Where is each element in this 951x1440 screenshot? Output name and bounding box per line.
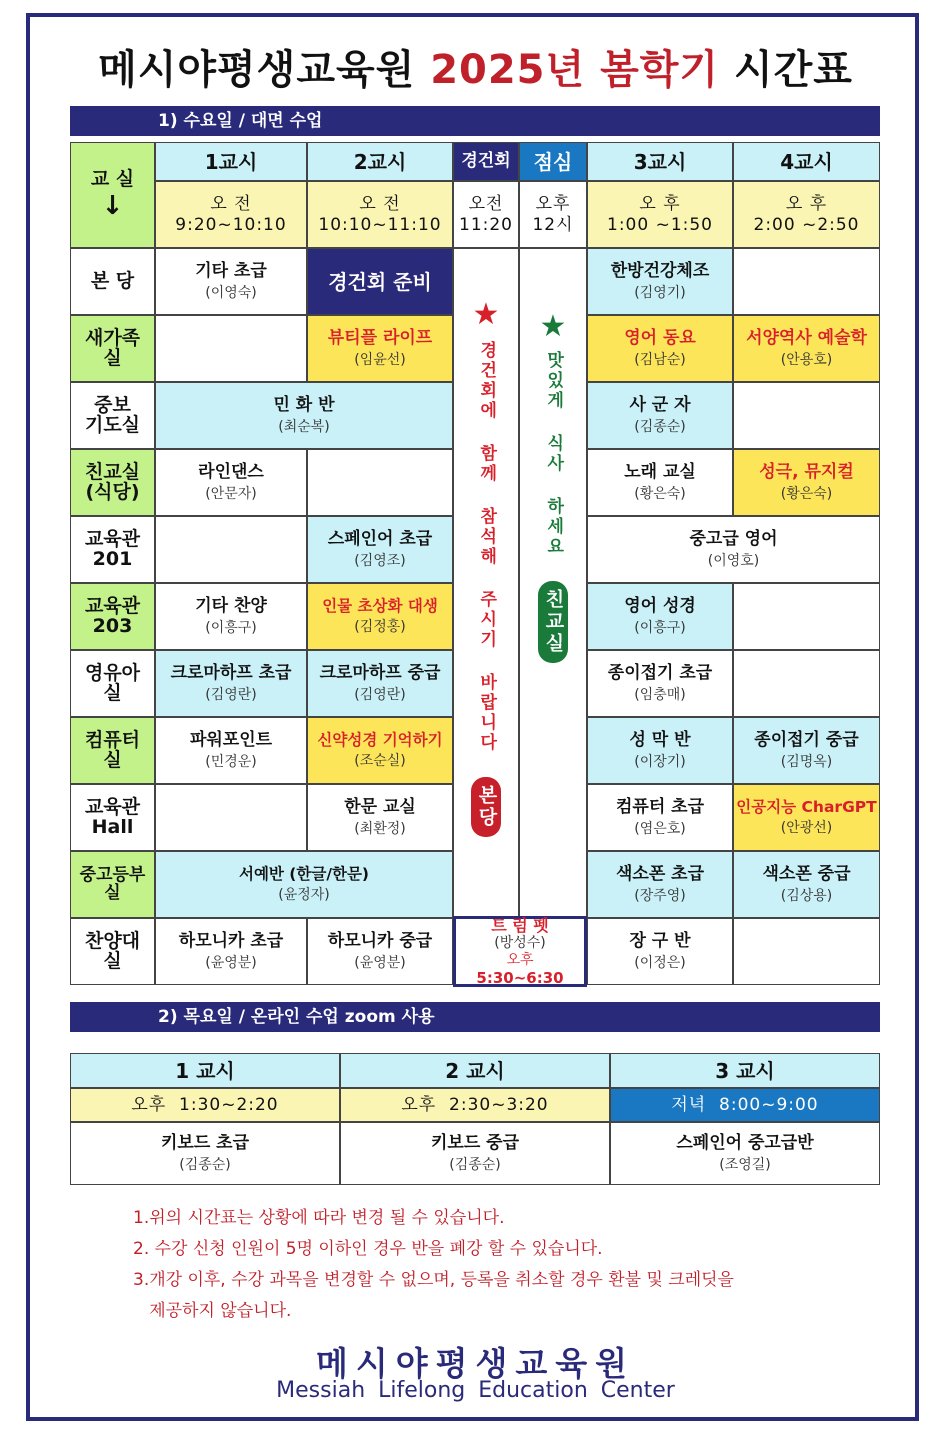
class-name: 색소폰 초급	[615, 864, 705, 885]
room-label	[70, 650, 155, 717]
room-name: 본 당	[90, 269, 135, 292]
room-label	[70, 717, 155, 784]
period-label: 3교시	[633, 149, 687, 174]
class-teacher: (안광선)	[780, 819, 833, 836]
period-ampm: 오 전	[210, 194, 252, 215]
class-teacher: (김영조)	[354, 552, 406, 569]
period-header-lunch	[519, 142, 587, 181]
class-cell	[307, 315, 453, 382]
period-label: 1교시	[204, 149, 258, 174]
empty-cell	[307, 449, 453, 516]
lunch-column	[519, 248, 587, 920]
footer-org-en: Messiah Lifelong Education Center	[276, 1378, 675, 1403]
class-cell	[340, 1122, 610, 1185]
footer-org-ko: 메시야평생교육원	[315, 1344, 636, 1383]
class-teacher: (임충매)	[634, 686, 686, 703]
period-ampm: 오 후	[785, 194, 828, 215]
class-name: 라인댄스	[198, 462, 264, 483]
class-cell	[155, 583, 307, 650]
class-name: 종이접기 중급	[754, 730, 859, 751]
period-ampm: 오후	[535, 194, 571, 215]
class-cell	[587, 583, 733, 650]
class-name: 경건회 준비	[328, 269, 432, 294]
room-name: 중보 기도실	[84, 393, 141, 436]
class-name: 신약성경 기억하기	[317, 731, 443, 750]
class-teacher: (조영길)	[719, 1156, 771, 1173]
class-name: 종이접기 초급	[607, 663, 713, 684]
period-time-p3	[587, 181, 733, 248]
period-time: 2:00 ~2:50	[753, 214, 860, 235]
class-name: 스페인어 중고급반	[676, 1133, 814, 1154]
room-name: 찬양대 실	[84, 929, 141, 972]
class-cell	[587, 516, 880, 583]
class-teacher: (김영란)	[205, 686, 257, 703]
class-name: 크로마하프 초급	[170, 663, 292, 684]
period-time-p4	[733, 181, 880, 248]
class-name: 하모니카 초급	[178, 931, 284, 952]
period-time-text: 오후 2:30~3:20	[401, 1094, 549, 1115]
class-teacher: (안용호)	[780, 351, 833, 368]
class-cell	[155, 851, 453, 918]
period-ampm: 오전	[468, 194, 504, 215]
room-label	[70, 516, 155, 583]
class-cell	[155, 248, 307, 315]
class-cell	[587, 918, 733, 985]
class-name: 서양역사 예술학	[746, 328, 867, 349]
class-teacher: (최환정)	[354, 820, 406, 837]
room-label	[70, 382, 155, 449]
class-teacher: (염은호)	[634, 820, 686, 837]
class-teacher: (이정은)	[634, 954, 686, 971]
down-arrow-icon: ↓	[101, 190, 124, 221]
note-item: 1.위의 시간표는 상황에 따라 변경 될 수 있습니다.	[133, 1208, 505, 1228]
period-label: 3 교시	[715, 1058, 775, 1083]
period-time	[70, 1088, 340, 1122]
class-teacher: (윤영분)	[354, 954, 406, 971]
star-icon: ★	[539, 309, 567, 344]
period-time: 1:00 ~1:50	[607, 214, 713, 235]
class-cell	[610, 1122, 880, 1185]
corner-label: 교 실	[90, 168, 135, 190]
class-name: 영어 성경	[624, 596, 696, 617]
class-name: 스페인어 초급	[327, 529, 433, 550]
empty-cell	[733, 918, 880, 985]
class-teacher: (방성수)	[494, 935, 546, 952]
room-label	[70, 918, 155, 985]
class-teacher: (민경운)	[205, 753, 257, 770]
class-cell	[155, 717, 307, 784]
page-title	[0, 38, 951, 95]
period-label: 4교시	[780, 149, 833, 174]
class-teacher: (황은숙)	[780, 485, 833, 502]
room-name: 중고등부 실	[79, 864, 146, 903]
period-time-worship	[453, 181, 519, 248]
period-header-p1	[155, 142, 307, 181]
class-cell	[155, 650, 307, 717]
class-name: 기타 찬양	[195, 596, 267, 617]
class-name: 하모니카 중급	[327, 931, 433, 952]
title-org: 메시야평생교육원	[98, 47, 416, 93]
period-time: 12시	[532, 214, 574, 235]
class-name: 뷰티플 라이프	[327, 328, 433, 349]
period-header-p4	[733, 142, 880, 181]
empty-cell	[155, 784, 307, 851]
period-ampm: 오 전	[359, 194, 401, 215]
class-teacher: (김종순)	[634, 418, 686, 435]
period-header-p2	[307, 142, 453, 181]
trumpet-class-cell	[453, 916, 587, 987]
class-cell	[733, 315, 880, 382]
class-teacher: (김명옥)	[780, 753, 833, 770]
empty-cell	[733, 382, 880, 449]
class-name: 파워포인트	[189, 730, 273, 751]
class-teacher: (김정홍)	[354, 618, 406, 635]
lunch-place-badge: 친교실	[538, 581, 569, 663]
empty-cell	[733, 650, 880, 717]
room-label	[70, 784, 155, 851]
class-cell	[587, 784, 733, 851]
class-name: 크로마하프 중급	[319, 663, 441, 684]
empty-cell	[733, 248, 880, 315]
period-time-text: 오후 1:30~2:20	[131, 1094, 279, 1115]
class-teacher: (김종순)	[179, 1156, 231, 1173]
class-name: 성극, 뮤지컬	[759, 462, 854, 483]
class-cell	[307, 784, 453, 851]
period-time-p1	[155, 181, 307, 248]
room-label	[70, 315, 155, 382]
class-teacher: (윤영분)	[205, 954, 257, 971]
note-item: 3.개강 이후, 수강 과목을 변경할 수 없으며, 등록을 취소할 경우 환불 및 크레딧을	[133, 1270, 734, 1290]
class-teacher: (임윤선)	[354, 351, 406, 368]
class-cell	[155, 918, 307, 985]
class-cell	[307, 650, 453, 717]
class-name: 트 럼 펫	[491, 916, 549, 936]
lunch-notice: 맛있게 식사 하세요	[543, 351, 564, 557]
class-name: 색소폰 중급	[762, 864, 851, 885]
period-label: 2교시	[353, 149, 407, 174]
class-cell	[587, 315, 733, 382]
room-name: 교육관 201	[84, 527, 141, 570]
class-name: 한문 교실	[344, 797, 416, 818]
period-header	[340, 1053, 610, 1088]
class-cell	[307, 918, 453, 985]
class-teacher: (조순실)	[354, 752, 406, 769]
class-teacher: (김상용)	[780, 887, 833, 904]
class-name: 서예반 (한글/한문)	[238, 865, 370, 884]
class-teacher: (이흥구)	[205, 619, 257, 636]
period-label: 1 교시	[175, 1058, 235, 1083]
class-name: 성 막 반	[629, 730, 691, 751]
worship-column	[453, 248, 519, 920]
room-name: 교육관 Hall	[84, 795, 141, 838]
class-teacher: (이장기)	[634, 753, 686, 770]
period-time: 11:20	[459, 214, 513, 235]
period-header-worship	[453, 142, 519, 181]
class-teacher: (김남순)	[634, 351, 686, 368]
room-label	[70, 583, 155, 650]
note-item: 2. 수강 신청 인원이 5명 이하인 경우 반을 폐강 할 수 있습니다.	[133, 1239, 603, 1259]
class-name: 컴퓨터 초급	[615, 797, 705, 818]
class-name: 키보드 중급	[430, 1133, 520, 1154]
class-cell	[587, 851, 733, 918]
corner-room-header	[70, 142, 155, 248]
period-time-text: 저녁 8:00~9:00	[671, 1094, 819, 1115]
class-cell	[70, 1122, 340, 1185]
period-time: 10:10~11:10	[318, 214, 442, 235]
thursday-bar: 2) 목요일 / 온라인 수업 zoom 사용	[70, 1002, 880, 1032]
class-name: 중고급 영어	[689, 529, 778, 550]
class-name: 기타 초급	[195, 261, 267, 282]
room-name: 친교실 (식당)	[84, 460, 141, 503]
class-cell	[587, 382, 733, 449]
class-cell	[307, 516, 453, 583]
wednesday-bar: 1) 수요일 / 대면 수업	[70, 106, 880, 136]
empty-cell	[155, 315, 307, 382]
period-header	[70, 1053, 340, 1088]
worship-notice: 경건회에 함께 참석해 주시기 바랍니다	[476, 341, 497, 753]
class-name: 장 구 반	[629, 931, 691, 952]
room-name: 컴퓨터 실	[84, 728, 141, 771]
class-cell	[307, 717, 453, 784]
trumpet-ampm: 오후	[506, 952, 534, 969]
period-header-p3	[587, 142, 733, 181]
class-name: 노래 교실	[624, 462, 696, 483]
class-teacher: (황은숙)	[634, 485, 686, 502]
class-name: 키보드 초급	[160, 1133, 250, 1154]
class-name: 인공지능 CharGPT	[736, 798, 877, 817]
class-teacher: (안문자)	[205, 485, 257, 502]
worship-place-badge: 본당	[471, 777, 502, 837]
notes	[133, 1203, 853, 1327]
class-teacher: (장주영)	[634, 887, 686, 904]
room-name: 새가족 실	[84, 326, 141, 369]
room-label	[70, 449, 155, 516]
period-label: 2 교시	[445, 1058, 505, 1083]
class-cell	[587, 248, 733, 315]
class-cell	[307, 248, 453, 315]
star-icon: ★	[472, 297, 500, 332]
class-teacher: (윤정자)	[278, 886, 330, 903]
class-cell	[155, 449, 307, 516]
class-teacher: (이흥구)	[634, 619, 686, 636]
class-cell	[307, 583, 453, 650]
class-cell	[587, 449, 733, 516]
period-ampm: 오 후	[639, 194, 681, 215]
class-teacher: (김영기)	[634, 284, 686, 301]
period-time: 9:20~10:10	[175, 214, 287, 235]
title-term: 2025년 봄학기	[430, 47, 720, 93]
class-name: 영어 동요	[624, 328, 696, 349]
title-suffix: 시간표	[733, 47, 853, 93]
empty-cell	[155, 516, 307, 583]
room-name: 교육관 203	[84, 594, 141, 637]
period-label: 점심	[533, 149, 573, 174]
trumpet-time: 5:30~6:30	[476, 968, 564, 987]
room-name: 영유아 실	[84, 661, 141, 704]
class-name: 인물 초상화 대생	[322, 597, 438, 616]
class-cell	[733, 717, 880, 784]
class-teacher: (김종순)	[449, 1156, 501, 1173]
class-cell	[587, 717, 733, 784]
class-teacher: (이영숙)	[205, 284, 257, 301]
period-header	[610, 1053, 880, 1088]
class-teacher: (김영란)	[354, 686, 406, 703]
period-label: 경건회	[461, 151, 511, 172]
period-time-lunch	[519, 181, 587, 248]
empty-cell	[733, 583, 880, 650]
note-item: 제공하지 않습니다.	[133, 1301, 292, 1321]
class-teacher: (최순복)	[278, 418, 330, 435]
class-name: 민 화 반	[273, 395, 335, 416]
class-cell	[733, 784, 880, 851]
period-time	[340, 1088, 610, 1122]
period-time-p2	[307, 181, 453, 248]
class-name: 사 군 자	[629, 395, 691, 416]
class-cell	[733, 851, 880, 918]
class-name: 한방건강체조	[610, 261, 710, 282]
class-cell	[733, 449, 880, 516]
class-teacher: (이영호)	[707, 552, 760, 569]
room-label	[70, 851, 155, 918]
room-label	[70, 248, 155, 315]
period-time	[610, 1088, 880, 1122]
class-cell	[155, 382, 453, 449]
class-cell	[587, 650, 733, 717]
